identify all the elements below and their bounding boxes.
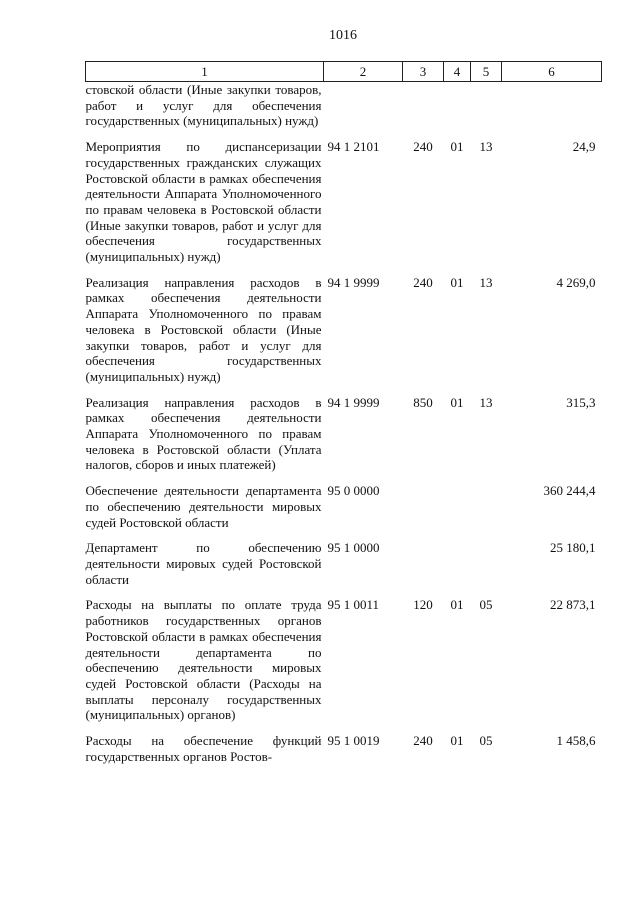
row-subsection: 05 [479,733,493,749]
row-subsection: 05 [479,597,493,613]
row-code: 95 1 0000 [327,540,380,556]
row-amount: 24,9 [572,139,596,155]
row-section [444,82,471,130]
row-name-text: стовской области (Иные закупки товаров, работ и услуг для обеспечения государственных (муниципальных) нужд) [85,82,322,129]
row-amount: 4 269,0 [556,274,596,290]
table-row [86,597,602,723]
row-subsection: 13 [479,139,493,155]
row-subsection: 13 [479,394,493,410]
row-expense-type: 120 [413,597,433,613]
row-code: 94 1 9999 [327,394,380,410]
row-name-text: Расходы на выплаты по оплате труда работников государственных органов Ростовской области в рамках обеспечения деятельности департамента по обеспечению деятельности мировых судей Ростовской области (Расходы на выплаты персоналу государственных (муниципальных) органов) [85,597,322,723]
table-row [86,82,602,130]
row-code: 95 1 0019 [327,733,380,749]
row-name [86,139,324,265]
row-amount [502,82,602,130]
row-code [324,82,403,130]
row-spacer [86,385,602,395]
row-name-text: Департамент по обеспечению деятельности мировых судей Ростовской области [85,540,322,587]
row-name [86,597,324,723]
table-row [86,483,602,530]
row-name [86,275,324,385]
row-name [86,540,324,587]
row-code: 94 1 9999 [327,274,380,290]
row-name [86,395,324,474]
row-name [86,483,324,530]
row-spacer [86,723,602,733]
row-section [444,483,471,530]
page-number: 1016 [329,28,357,43]
row-name-text: Обеспечение деятельности департамента по обеспечению деятельности мировых судей Ростовской области [85,483,322,530]
row-amount: 25 180,1 [550,540,596,556]
table-row [86,395,602,474]
row-amount: 315,3 [566,394,596,410]
row-code: 94 1 2101 [327,139,380,155]
row-expense-type [403,82,444,130]
row-amount: 22 873,1 [550,597,596,613]
row-section: 01 [450,274,464,290]
row-spacer [86,530,602,540]
row-section: 01 [450,733,464,749]
row-name-text: Реализация направления расходов в рамках обеспечения деятельности Аппарата Уполномоченного по правам человека в Ростовской области (Иные закупки товаров, работ и услуг для обеспечения государственных (муниципальных) нужд) [85,274,322,384]
table-row [86,275,602,385]
row-spacer [86,265,602,275]
budget-table [85,61,602,764]
row-amount: 360 244,4 [543,483,596,499]
row-code: 95 0 0000 [327,483,380,499]
column-header-5: 5 [471,62,502,82]
row-name [86,82,324,130]
column-header-6: 6 [502,62,602,82]
row-name-text: Мероприятия по диспансеризации государственных гражданских служащих Ростовской области в рамках обеспечения деятельности Аппарата Уполномоченного по правам человека в Ростовской области (Иные закупки товаров, работ и услуг для обеспечения государственных (муниципальных) нужд) [85,139,322,265]
row-section [444,540,471,587]
row-expense-type: 240 [413,733,433,749]
row-code: 95 1 0011 [327,597,380,613]
column-header-1: 1 [86,62,324,82]
table-body [86,82,602,765]
row-amount: 1 458,6 [556,733,596,749]
row-subsection [471,540,502,587]
row-expense-type: 240 [413,274,433,290]
table-row [86,733,602,764]
table-header-row [86,62,602,82]
row-expense-type [403,483,444,530]
row-subsection: 13 [479,274,493,290]
column-header-2: 2 [324,62,403,82]
row-name-text: Расходы на обеспечение функций государственных органов Ростов- [85,733,322,764]
row-section: 01 [450,597,464,613]
row-spacer [86,473,602,483]
column-header-3: 3 [403,62,444,82]
row-subsection [471,483,502,530]
row-expense-type [403,540,444,587]
row-subsection [471,82,502,130]
row-expense-type: 240 [413,139,433,155]
row-name-text: Реализация направления расходов в рамках обеспечения деятельности Аппарата Уполномоченного по правам человека в Ростовской области (Уплата налогов, сборов и иных платежей) [85,394,322,473]
row-spacer [86,587,602,597]
row-section: 01 [450,139,464,155]
row-spacer [86,129,602,139]
table-row [86,540,602,587]
column-header-4: 4 [444,62,471,82]
row-expense-type: 850 [413,394,433,410]
table-row [86,139,602,265]
row-name [86,733,324,764]
row-section: 01 [450,394,464,410]
